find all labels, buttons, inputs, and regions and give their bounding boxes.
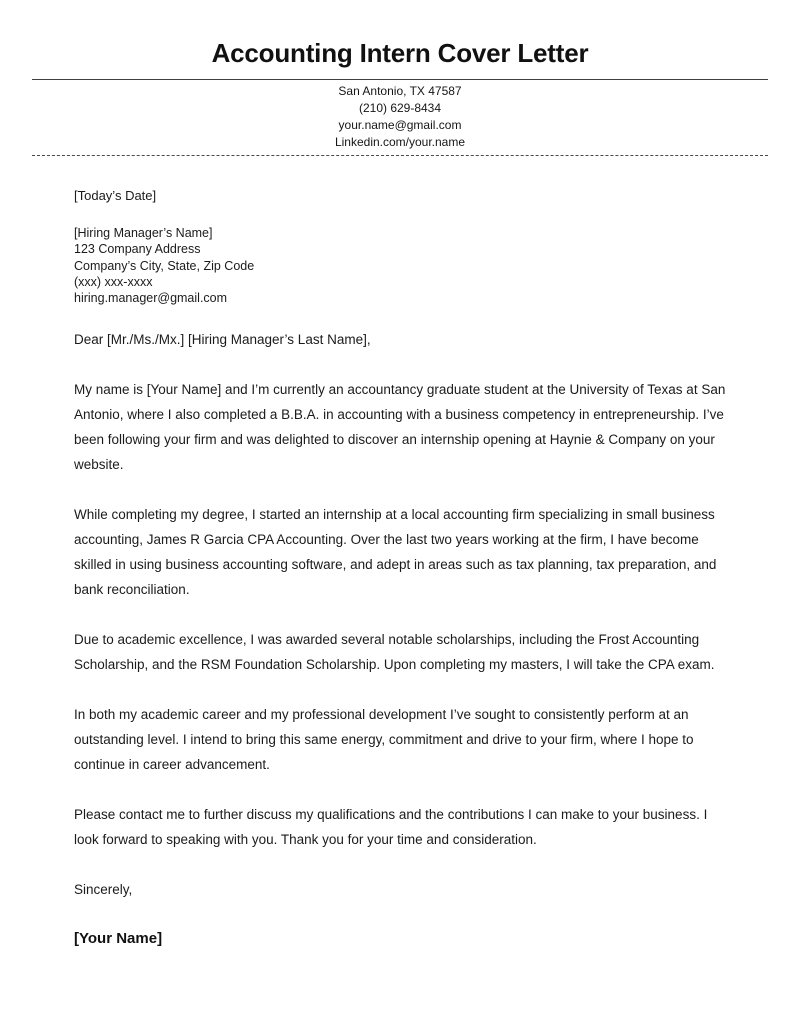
salutation: Dear [Mr./Ms./Mx.] [Hiring Manager’s Last Name], xyxy=(74,332,371,348)
contact-linkedin: Linkedin.com/your.name xyxy=(334,135,466,149)
header-divider-top xyxy=(32,79,768,80)
paragraph-commitment: In both my academic career and my professional development I’ve sought to consistently perform at an outstanding level. I intend to bring this same energy, commitment and drive to your firm, where I hope to continue in career advancement. xyxy=(74,707,694,773)
paragraph-experience: While completing my degree, I started an internship at a local accounting firm specializing in small business accounting, James R Garcia CPA Accounting. Over the last two years working at the firm, I have become skilled in using business accounting software, and adept in areas such as tax planning, tax preparation, and bank reconciliation. xyxy=(74,507,717,598)
recipient-address: 123 Company Address xyxy=(74,242,201,257)
letter-body xyxy=(0,188,800,949)
closing: Sincerely, xyxy=(74,882,133,898)
header-divider-bottom xyxy=(32,155,768,156)
page-title: Accounting Intern Cover Letter xyxy=(211,38,589,68)
recipient-phone: (xxx) xxx-xxxx xyxy=(74,274,153,289)
signature: [Your Name] xyxy=(74,930,163,948)
recipient-block xyxy=(74,225,726,306)
contact-email: your.name@gmail.com xyxy=(338,118,462,132)
paragraph-scholarships: Due to academic excellence, I was awarded several notable scholarships, including the Frost Accounting Scholarship, and the RSM Foundation Scholarship. Upon completing my masters, I will take the CPA exam. xyxy=(74,632,715,673)
recipient-email: hiring.manager@gmail.com xyxy=(74,291,228,306)
contact-phone: (210) 629-8434 xyxy=(358,101,442,115)
paragraph-introduction: My name is [Your Name] and I’m currently an accountancy graduate student at the University of Texas at San Antonio, where I also completed a B.B.A. in accounting with a business competency in entrepreneurship. I’ve been following your firm and was delighted to discover an internship opening at Haynie & Company on your website. xyxy=(74,382,726,473)
contact-location: San Antonio, TX 47587 xyxy=(338,84,462,98)
date-line: [Today’s Date] xyxy=(74,188,157,203)
recipient-name: [Hiring Manager’s Name] xyxy=(74,226,213,240)
contact-info-block xyxy=(0,83,800,151)
recipient-city-state-zip: Company’s City, State, Zip Code xyxy=(74,258,255,273)
paragraph-call-to-action: Please contact me to further discuss my qualifications and the contributions I can make to your business. I look forward to speaking with you. Thank you for your time and consideration. xyxy=(74,807,708,848)
